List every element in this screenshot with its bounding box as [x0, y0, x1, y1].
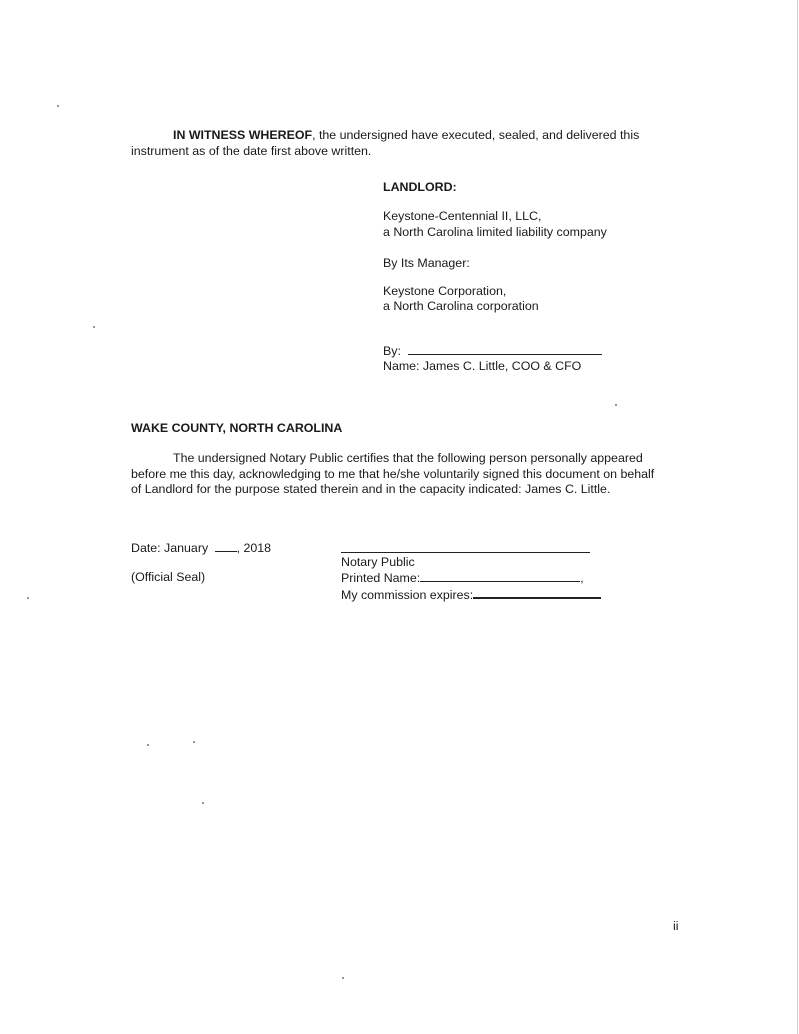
cert-line-3: of Landlord for the purpose stated therein and in the capacity indicated: James C. Little. [131, 482, 611, 496]
cert-line-2: before me this day, acknowledging to me that he/she voluntarily signed this document on behalf [131, 466, 655, 481]
landlord-heading: LANDLORD: [383, 180, 457, 194]
scan-speck [147, 744, 149, 746]
notary-public-label: Notary Public [341, 555, 415, 569]
landlord-entity-type: a North Carolina limited liability company [383, 225, 607, 239]
official-seal: (Official Seal) [131, 570, 206, 584]
scan-speck [202, 802, 204, 804]
printed-name-label: Printed Name: [341, 571, 421, 585]
page-edge-shadow [797, 0, 798, 1034]
date-suffix: , 2018 [236, 541, 272, 555]
scan-speck [27, 597, 29, 599]
signature-by-line [383, 343, 602, 359]
scan-speck [342, 977, 344, 979]
commission-expires-line [341, 585, 601, 603]
signer-name: Name: James C. Little, COO & CFO [383, 359, 582, 373]
cert-line-1: The undersigned Notary Public certifies that the following person personally appeared [173, 451, 643, 465]
printed-name-end: , [580, 571, 584, 585]
signature-blank [408, 343, 602, 355]
manager-type: a North Carolina corporation [383, 299, 539, 313]
date-prefix: Date: January [131, 541, 209, 555]
commission-expires-label: My commission expires: [341, 588, 474, 602]
scan-speck [615, 404, 617, 406]
by-label: By: [383, 344, 401, 358]
witness-text: , the undersigned have executed, sealed, and delivered this [312, 128, 640, 142]
by-its-manager: By Its Manager: [383, 256, 470, 270]
witness-paragraph [131, 128, 639, 159]
witness-line-2: instrument as of the date first above written. [131, 143, 372, 158]
page-number: ii [673, 919, 679, 933]
printed-name-blank [420, 570, 580, 582]
witness-lead: IN WITNESS WHEREOF [173, 128, 313, 142]
notary-signature-line [341, 552, 590, 553]
printed-name-line [341, 570, 584, 586]
scan-speck [93, 326, 95, 328]
landlord-entity-name: Keystone-Centennial II, LLC, [383, 209, 542, 223]
date-blank [215, 540, 237, 552]
date-line [131, 540, 271, 556]
scan-speck [57, 105, 59, 107]
county-heading: WAKE COUNTY, NORTH CAROLINA [131, 421, 343, 435]
scan-speck [193, 741, 195, 743]
notary-certification-paragraph [131, 451, 654, 498]
manager-name: Keystone Corporation, [383, 284, 507, 298]
commission-blank [473, 585, 601, 599]
